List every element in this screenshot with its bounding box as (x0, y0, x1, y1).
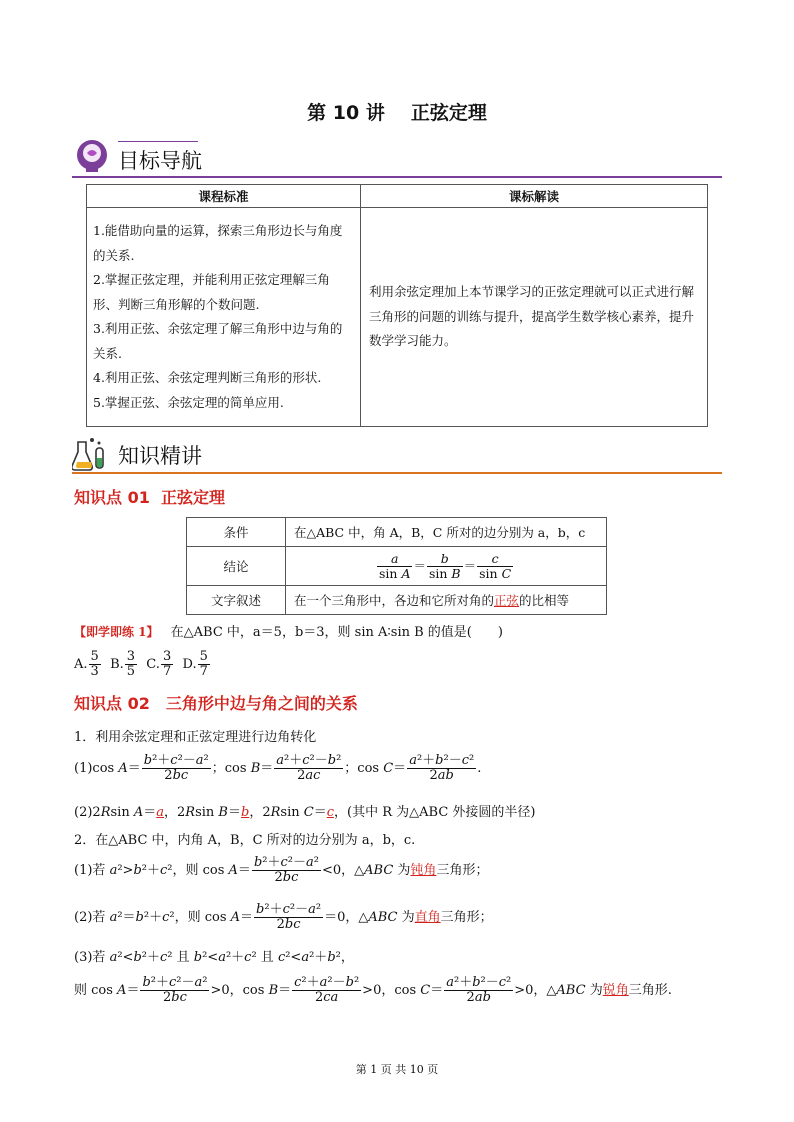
table-header: 课程标准 (87, 185, 361, 208)
section-divider (72, 176, 722, 178)
statement-text: 在一个三角形中，各边和它所对角的正弦的比相等 (286, 586, 607, 615)
condition-text: 在△ABC 中，角 A，B，C 所对的边分别为 a，b，c (286, 518, 607, 547)
list-item: 5.掌握正弦、余弦定理的简单应用. (93, 394, 284, 410)
table-header: 课标解读 (361, 185, 708, 208)
list-item: 1.能借助向量的运算，探索三角形边长与角度的关系. (93, 223, 343, 263)
list-item: 2.掌握正弦定理，并能利用正弦定理解三角形、判断三角形解的个数问题. (93, 272, 330, 312)
cosine-formulas: (1)cos A＝ $\frac{\text{b²＋c²－a²}}{2bc}$ ；cos B＝ $\frac{\text{a²＋c²－b²}}{2ac}$ ；cos C＝ $\frac{\text{a²＋b²－c²}}{2ab}$ . (74, 753, 482, 783)
lab-flask-icon (72, 434, 110, 472)
page-title: 第 10 讲 正弦定理 (307, 102, 487, 124)
section-title-goals: 目标导航 (118, 149, 202, 173)
keyword: 正弦 (494, 593, 520, 608)
brain-icon (74, 138, 110, 174)
section-title-knowledge: 知识精讲 (118, 444, 202, 468)
practice-tag: 【即学即练 1】 (74, 625, 159, 639)
row-label: 文字叙述 (187, 586, 286, 615)
knowledge-point-title: 知识点 02 三角形中边与角之间的关系 (74, 694, 358, 713)
interpretation-text: 利用余弦定理加上本节课学习的正弦定理就可以正式进行解三角形的问题的训练与提升，提高学生数学核心素养，提升数学学习能力。 (361, 208, 708, 427)
sine-law-table (186, 517, 607, 615)
sine-conversion: (2)2Rsin A＝a，2Rsin B＝b，2Rsin C＝c，(其中 R 为△ABC 外接圆的半径) (74, 805, 536, 820)
list-item: 3.利用正弦、余弦定理了解三角形中边与角的关系. (93, 321, 343, 361)
sine-law-formula: $\frac{a}{\text{sin A}}$ ＝ $\frac{b}{\text{sin B}}$ ＝ $\frac{c}{\text{sin C}}$ (286, 547, 607, 586)
paragraph: 2．在△ABC 中，内角 A，B，C 所对的边分别为 a，b，c. (74, 833, 416, 848)
practice-question: 【即学即练 1】 在△ABC 中，a＝5，b＝3，则 sin A∶sin B 的值是( ) (74, 625, 503, 640)
case-obtuse: (1)若 a²>b²＋c²，则 cos A＝ $\frac{\text{b²＋c²－a²}}{2bc}$ <0，△ABC 为钝角三角形； (74, 855, 489, 885)
case-right: (2)若 a²＝b²＋c²，则 cos A＝ $\frac{\text{b²＋c²－a²}}{2bc}$ ＝0，△ABC 为直角三角形； (74, 902, 493, 932)
page-footer: 第 1 页 共 10 页 (355, 1063, 439, 1076)
row-label: 条件 (187, 518, 286, 547)
section-divider (72, 472, 722, 474)
case-acute-condition: (3)若 a²<b²＋c² 且 b²<a²＋c² 且 c²<a²＋b²， (74, 950, 354, 965)
standards-table (86, 184, 708, 427)
row-label: 结论 (187, 547, 286, 586)
section-deco-line (118, 141, 198, 142)
case-acute: 则 cos A＝ $\frac{\text{b²＋c²－a²}}{2bc}$ >0，cos B＝ $\frac{\text{c²＋a²－b²}}{2ca}$ >0，cos C＝ $\frac{\text{a²＋b²－c²}}{2ab}$ >0，△ABC 为锐角三角形. (74, 975, 672, 1005)
knowledge-point-title: 知识点 01 正弦定理 (74, 488, 225, 507)
list-item: 4.利用正弦、余弦定理判断三角形的形状. (93, 370, 322, 385)
standards-list (87, 208, 361, 427)
paragraph: 1．利用余弦定理和正弦定理进行边角转化 (74, 730, 317, 745)
answer-options: A. $\frac{5}{3}$ B. $\frac{3}{5}$ C. $\frac{3}{7}$ D. $\frac{5}{7}$ (74, 649, 208, 679)
